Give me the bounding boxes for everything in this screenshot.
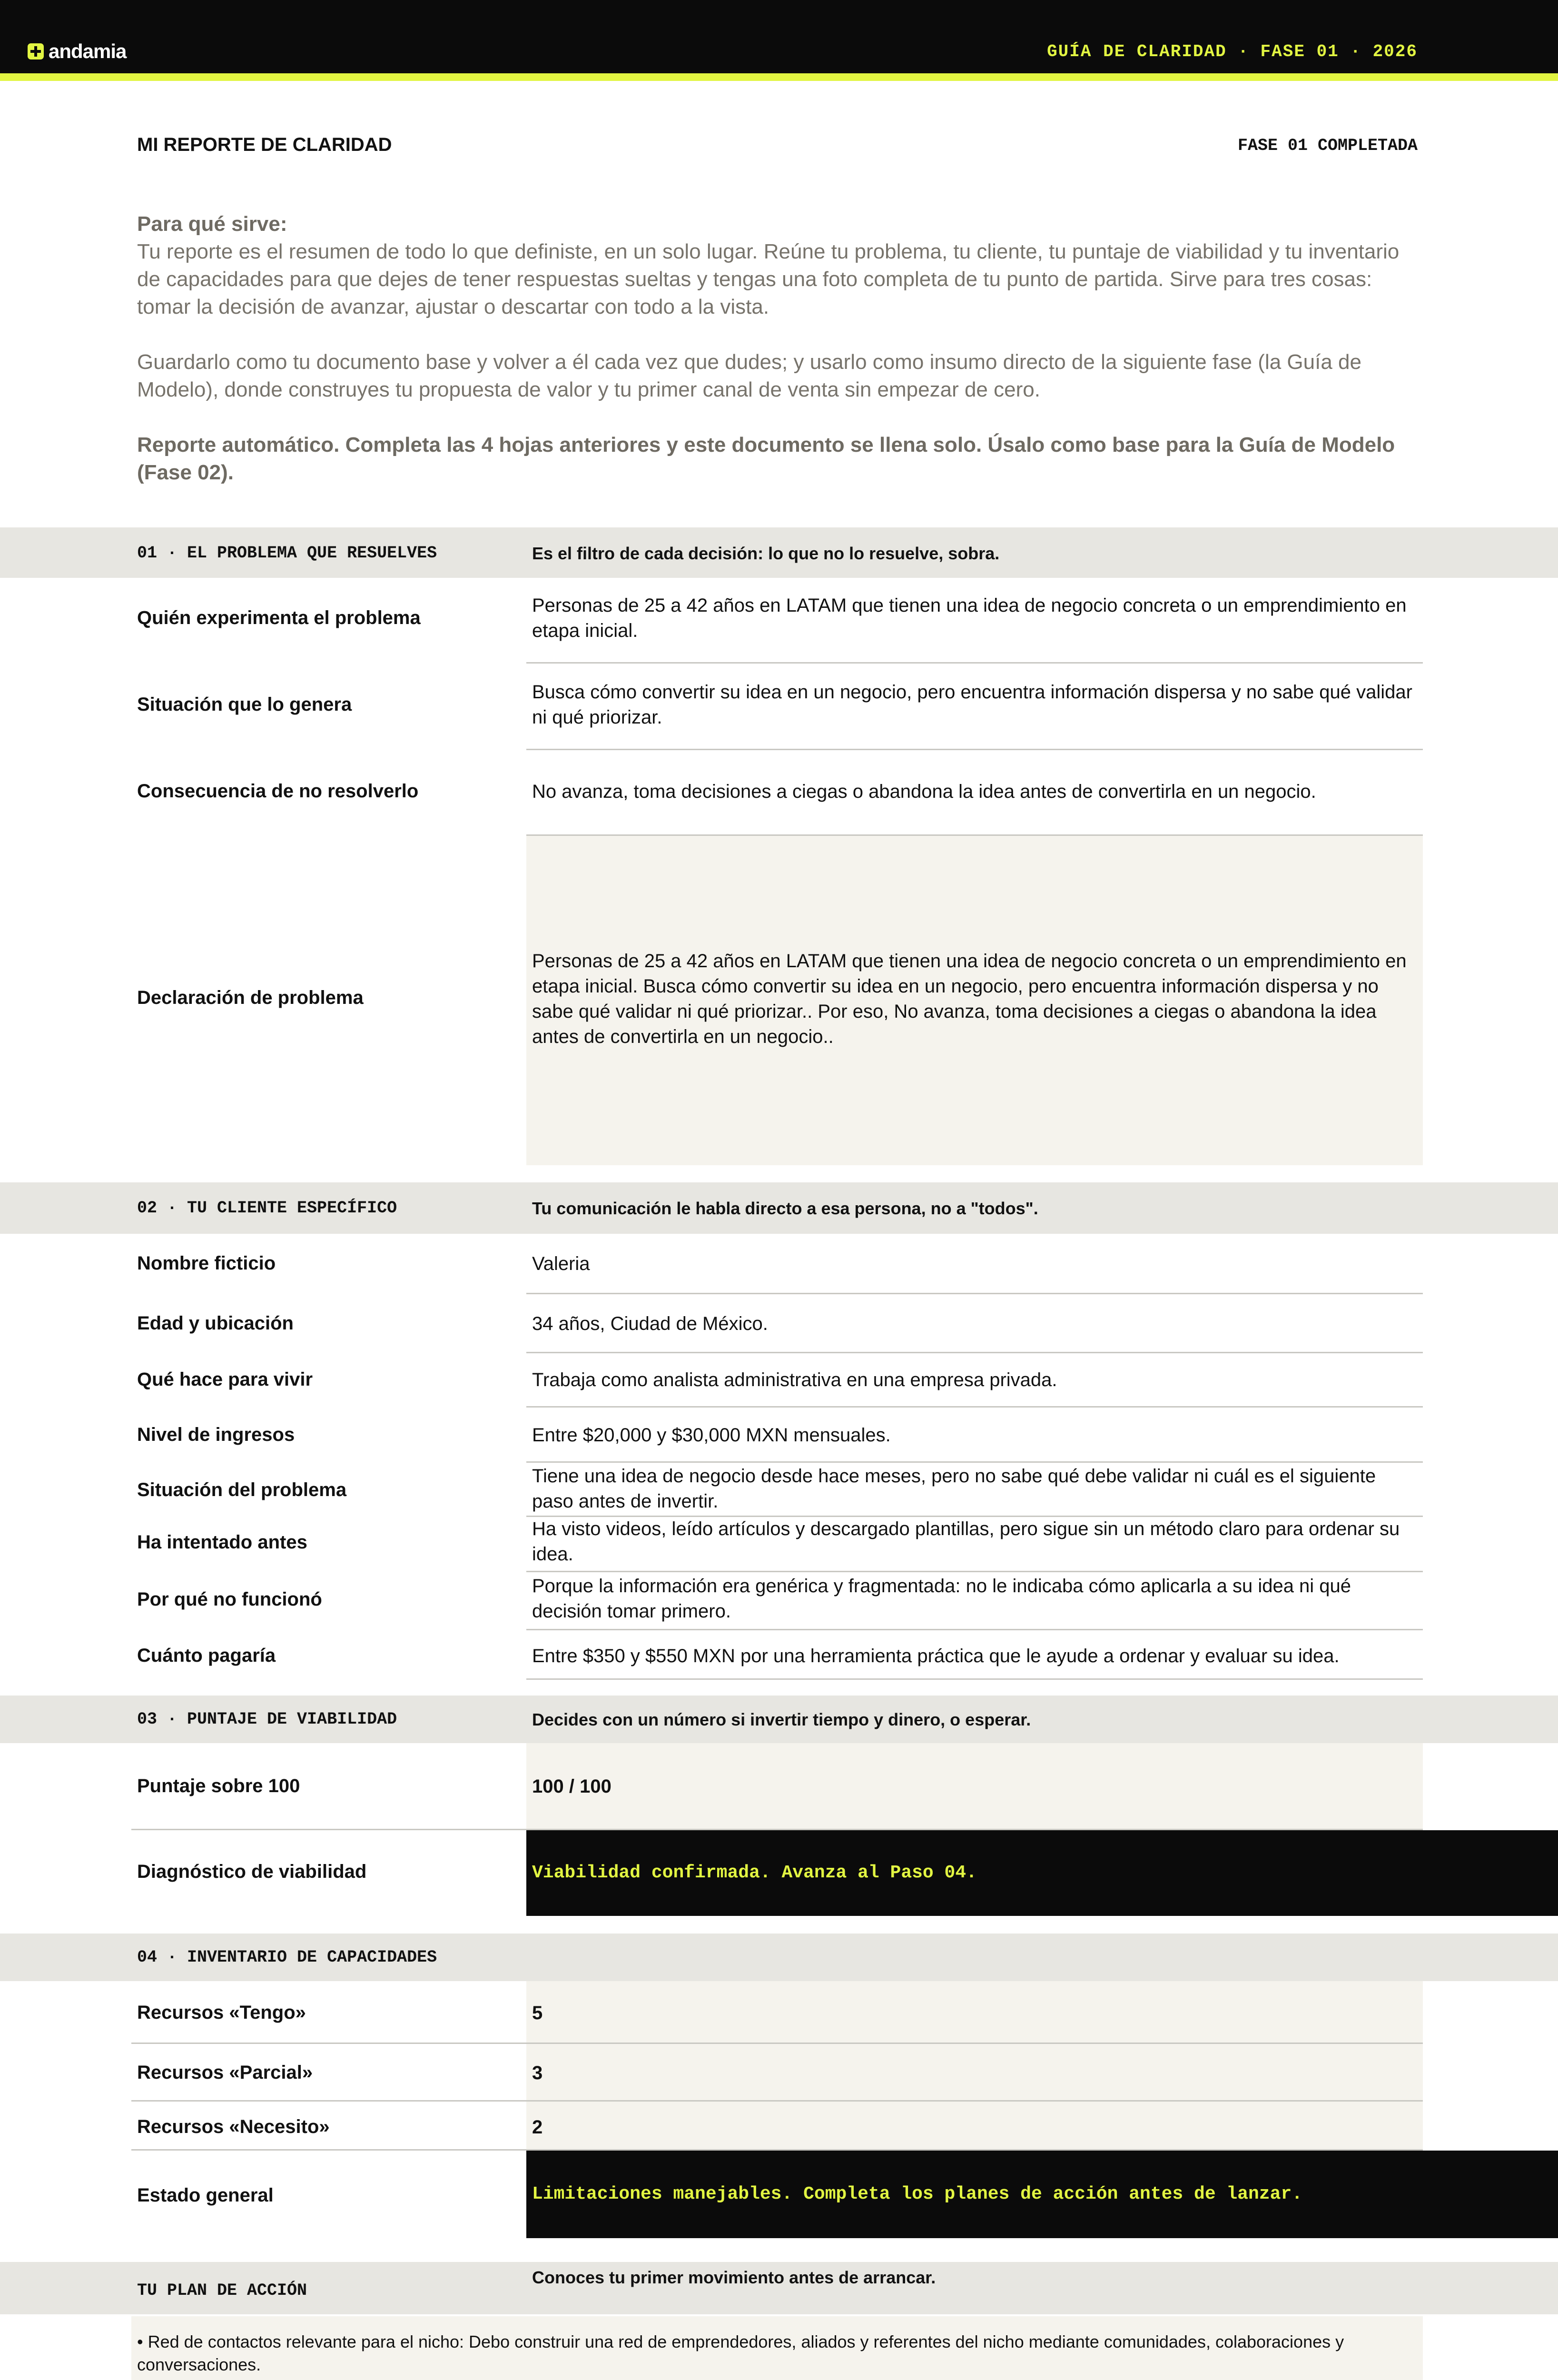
- row-value: No avanza, toma decisiones a ciegas o abandona la idea antes de convertirla en un negocio.: [532, 781, 1316, 802]
- row-divider: [131, 2043, 1423, 2044]
- status-panel: [526, 2151, 1558, 2238]
- intro-paragraph-2: Guardarlo como tu documento base y volver a él cada vez que dudes; y usarlo como insumo directo de la siguiente fase (la Guía de Modelo), donde construyes tu propuesta de valor y tu primer canal de venta sin empezar de cero.: [137, 350, 1361, 401]
- row-value: Personas de 25 a 42 años en LATAM que tienen una idea de negocio concreta o un emprendimiento en etapa inicial.: [532, 595, 1407, 641]
- row-value: 34 años, Ciudad de México.: [532, 1313, 768, 1334]
- row-label: Consecuencia de no resolverlo: [137, 781, 419, 802]
- row-label: Nombre ficticio: [137, 1253, 276, 1274]
- intro-paragraph-1: Tu reporte es el resumen de todo lo que definiste, en un solo lugar. Reúne tu problema, tu cliente, tu puntaje de viabilidad y tu inventario de capacidades para que dejes de tener respuestas sueltas y tengas una foto completa de tu punto de partida. Sirve para tres cosas: tomar la decisión de avanzar, ajustar o descartar con todo a la vista.: [137, 240, 1400, 318]
- row-divider: [131, 2100, 1423, 2102]
- brand-logo[interactable]: [28, 40, 126, 63]
- problem-statement-value: Personas de 25 a 42 años en LATAM que tienen una idea de negocio concreta o un emprendimiento en etapa inicial. Busca cómo convertir su idea en un negocio, pero encuentra información dispersa y no sabe qué validar ni qué priorizar.. Por eso, No avanza, toma decisiones a ciegas o abandona la idea antes de convertirla en un negocio..: [532, 951, 1407, 1047]
- report-title: MI REPORTE DE CLARIDAD: [137, 134, 392, 155]
- resource-value: 5: [532, 2003, 543, 2023]
- row-value: Busca cómo convertir su idea en un negocio, pero encuentra información dispersa y no sabe qué validar ni qué priorizar.: [532, 682, 1412, 728]
- row-label: Nivel de ingresos: [137, 1424, 295, 1445]
- row-label: Ha intentado antes: [137, 1532, 307, 1553]
- row-value: Trabaja como analista administrativa en una empresa privada.: [532, 1369, 1057, 1390]
- accent-stripe: [0, 73, 1558, 81]
- section-header-capabilities: [0, 1934, 1558, 1981]
- row-label: Declaración de problema: [137, 987, 364, 1008]
- section-code: 02 · TU CLIENTE ESPECÍFICO: [137, 1199, 397, 1218]
- section-code: 01 · EL PROBLEMA QUE RESUELVES: [137, 544, 437, 563]
- resource-value: 2: [532, 2117, 543, 2138]
- andamia-logo-icon: [28, 43, 44, 60]
- resource-value: 3: [532, 2063, 543, 2083]
- row-divider: [526, 1678, 1423, 1680]
- row-divider: [526, 662, 1423, 664]
- brand-name: andamia: [49, 40, 127, 62]
- section-header-viability: [0, 1696, 1558, 1743]
- resource-label: Recursos «Tengo»: [137, 2002, 306, 2023]
- row-value: Valeria: [532, 1253, 590, 1274]
- guide-label: GUÍA DE CLARIDAD · FASE 01 · 2026: [1047, 42, 1418, 61]
- score-value: 100 / 100: [532, 1776, 611, 1797]
- status-label: Estado general: [137, 2185, 274, 2206]
- row-divider: [526, 749, 1423, 750]
- row-value: Entre $350 y $550 MXN por una herramienta práctica que le ayude a ordenar y evaluar su idea.: [532, 1646, 1340, 1666]
- resource-label: Recursos «Necesito»: [137, 2116, 330, 2137]
- row-label: Por qué no funcionó: [137, 1589, 322, 1610]
- intro-block: [137, 210, 1412, 514]
- top-bar: [0, 0, 1558, 81]
- row-value: Ha visto videos, leído artículos y descargado plantillas, pero sigue sin un método claro para ordenar su idea.: [532, 1518, 1400, 1565]
- score-label: Puntaje sobre 100: [137, 1775, 300, 1796]
- plan-item: • Red de contactos relevante para el nicho: Debo construir una red de emprendedores, aliados y referentes del nicho mediante comunidades, colaboraciones y conversaciones.: [137, 2332, 1344, 2374]
- row-divider: [526, 1293, 1423, 1294]
- row-label: Edad y ubicación: [137, 1313, 294, 1334]
- section-note: Decides con un número si invertir tiempo y dinero, o esperar.: [532, 1710, 1031, 1729]
- section-header-problem: [0, 527, 1558, 578]
- phase-status: FASE 01 COMPLETADA: [1237, 136, 1418, 155]
- diagnosis-panel: [526, 1830, 1558, 1916]
- row-divider: [526, 1352, 1423, 1353]
- purpose-label: Para qué sirve:: [137, 212, 287, 236]
- diagnosis-value: Viabilidad confirmada. Avanza al Paso 04.: [532, 1863, 977, 1883]
- row-value: Tiene una idea de negocio desde hace meses, pero no sabe qué debe validar ni cuál es el siguiente paso antes de invertir.: [532, 1466, 1376, 1512]
- row-divider: [526, 1406, 1423, 1408]
- section-note: Tu comunicación le habla directo a esa persona, no a "todos".: [532, 1199, 1038, 1218]
- resource-label: Recursos «Parcial»: [137, 2062, 313, 2083]
- row-divider: [526, 1571, 1423, 1572]
- row-value: Entre $20,000 y $30,000 MXN mensuales.: [532, 1425, 891, 1446]
- section-note: Conoces tu primer movimiento antes de arrancar.: [532, 2268, 936, 2287]
- section-code: TU PLAN DE ACCIÓN: [137, 2281, 307, 2300]
- row-divider: [526, 1461, 1423, 1463]
- diagnosis-label: Diagnóstico de viabilidad: [137, 1861, 367, 1882]
- auto-report-note: Reporte automático. Completa las 4 hojas anteriores y este documento se llena solo. Úsalo como base para la Guía de Modelo (Fase 02).: [137, 433, 1395, 484]
- status-value: Limitaciones manejables. Completa los planes de acción antes de lanzar.: [532, 2184, 1303, 2204]
- plan-item: [137, 2378, 1412, 2380]
- section-header-client: [0, 1182, 1558, 1234]
- section-header-plan: [0, 2262, 1558, 2314]
- section-code: 04 · INVENTARIO DE CAPACIDADES: [137, 1948, 437, 1967]
- row-label: Cuánto pagaría: [137, 1645, 276, 1666]
- section-note: Es el filtro de cada decisión: lo que no lo resuelve, sobra.: [532, 544, 1000, 563]
- row-label: Situación del problema: [137, 1479, 347, 1500]
- row-label: Qué hace para vivir: [137, 1369, 313, 1390]
- row-label: Quién experimenta el problema: [137, 607, 421, 628]
- section-code: 03 · PUNTAJE DE VIABILIDAD: [137, 1710, 397, 1729]
- row-label: Situación que lo genera: [137, 694, 352, 715]
- row-divider: [526, 1629, 1423, 1630]
- row-value: Porque la información era genérica y fragmentada: no le indicaba cómo aplicarla a su idea ni qué decisión tomar primero.: [532, 1576, 1351, 1622]
